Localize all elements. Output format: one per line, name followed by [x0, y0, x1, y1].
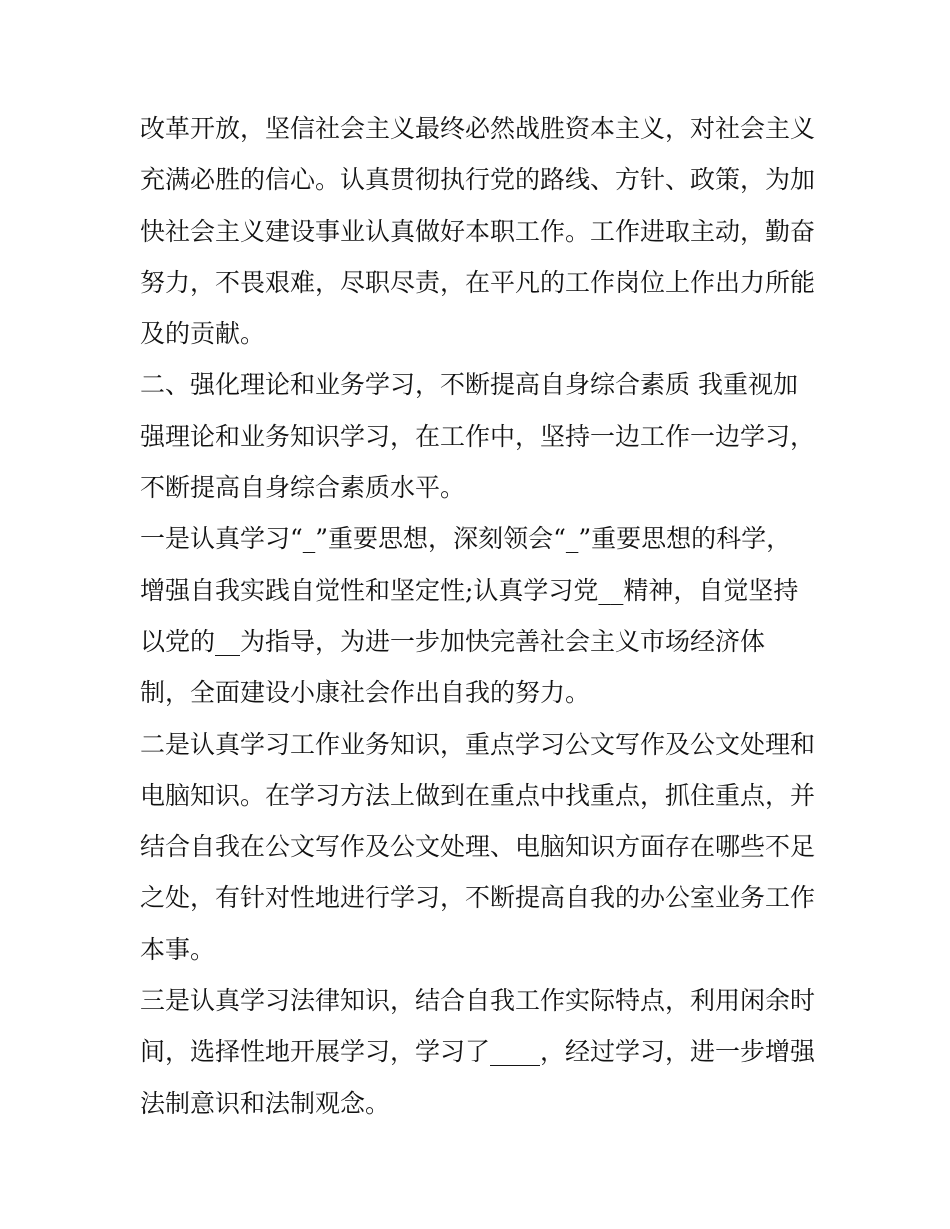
- text-line: 间，选择性地开展学习，学习了____，经过学习，进一步增强: [140, 1037, 816, 1067]
- text-line: 三是认真学习法律知识，结合自我工作实际特点，利用闲余时: [140, 986, 816, 1016]
- text-line: 本事。: [140, 934, 216, 964]
- text-line: 以党的__为指导，为进一步加快完善社会主义市场经济体: [140, 626, 766, 656]
- text-line: 不断提高自身综合素质水平。: [140, 473, 466, 503]
- text-line: 增强自我实践自觉性和坚定性;认真学习党__精神，自觉坚持: [140, 575, 799, 605]
- text-line: 改革开放，坚信社会主义最终必然战胜资本主义，对社会主义: [140, 114, 816, 143]
- text-line: 努力，不畏艰难，尽职尽责，在平凡的工作岗位上作出力所能: [140, 267, 816, 297]
- text-line: 电脑知识。在学习方法上做到在重点中找重点，抓住重点，并: [140, 780, 816, 810]
- text-line: 充满必胜的信心。认真贯彻执行党的路线、方针、政策，为加: [140, 165, 816, 195]
- text-line: 及的贡献。: [140, 319, 266, 349]
- section-heading-line: 二、强化理论和业务学习，不断提高自身综合素质 我重视加: [140, 370, 798, 400]
- text-line: 之处，有针对性地进行学习，不断提高自我的办公室业务工作: [140, 883, 816, 913]
- text-line: 法制意识和法制观念。: [140, 1088, 391, 1118]
- text-line: 强理论和业务知识学习，在工作中，坚持一边工作一边学习，: [140, 421, 816, 451]
- text-line: 一是认真学习“_”重要思想，深刻领会“_”重要思想的科学，: [140, 524, 792, 554]
- text-line: 结合自我在公文写作及公文处理、电脑知识方面存在哪些不足: [140, 832, 816, 862]
- text-line: 制，全面建设小康社会作出自我的努力。: [140, 678, 591, 708]
- document-body: [140, 103, 820, 1129]
- text-line: 二是认真学习工作业务知识，重点学习公文写作及公文处理和: [140, 729, 816, 759]
- text-line: 快社会主义建设事业认真做好本职工作。工作进取主动，勤奋: [140, 216, 816, 246]
